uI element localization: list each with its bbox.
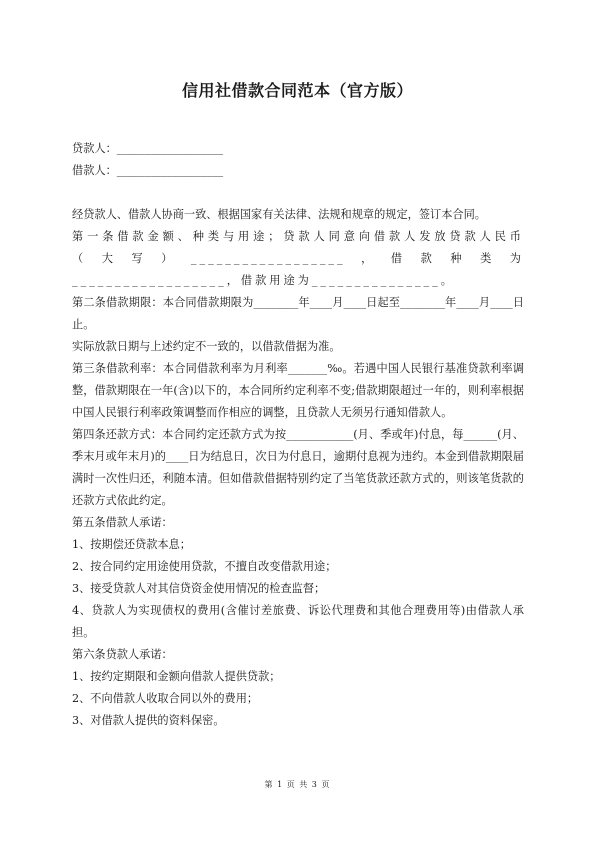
article-2-note: 实际放款日期与上述约定不一致的，以借款借据为准。 <box>72 340 341 353</box>
intro-paragraph: 经贷款人、借款人协商一致、根据国家有关法律、法规和规章的规定，签订本合同。 <box>72 208 486 221</box>
page-footer: 第 1 页 共 3 页 <box>264 780 331 789</box>
article-5-heading: 第五条借款人承诺： <box>72 516 173 529</box>
article-4: 第四条还款方式：本合同约定还款方式为按____________(月、季或年)付息，每______(月、季末月或年末月)的____日为结息日，次日为付息日，逾期付息视为违约。本金到借款期限届满时一次性归还，利随本清。但如借款借据特别约定了当笔货款还款方式的，则该笔货款的还款方式依此约定。 <box>72 428 524 507</box>
contract-body <box>72 204 524 732</box>
article-5-item-4: 4、贷款人为实现债权的费用(含催讨差旅费、诉讼代理费和其他合理费用等)由借款人承担。 <box>72 604 524 639</box>
article-5-item-2: 2、按合同约定用途使用贷款，不擅自改变借款用途； <box>72 560 337 573</box>
borrower-line: 借款人：___________________ <box>72 164 224 177</box>
article-2: 第二条借款期限：本合同借款期限为________年____月____日起至________年____月____日止。 <box>72 296 524 331</box>
article-6-item-1: 1、按约定期限和金额向借款人提供贷款； <box>72 670 281 683</box>
article-1: 第一条借款金额、种类与用途；贷款人同意向借款人发放贷款人民币（大写）__________________，借款种类为__________________，借款用途为_______________。 <box>72 230 524 287</box>
article-5-item-1: 1、按期偿还贷款本息； <box>72 538 191 551</box>
document-title: 信用社借款合同范本（官方版） <box>181 81 413 100</box>
article-6-item-2: 2、不向借款人收取合同以外的费用； <box>72 692 259 705</box>
article-3: 第三条借款利率：本合同借款利率为月利率_______‰。若遇中国人民银行基准贷款利率调整，借款期限在一年(含)以下的，本合同所约定利率不变;借款期限超过一年的，则利率根据中国人民银行利率政策调整而作相应的调整，且贷款人无须另行通知借款人。 <box>72 362 524 419</box>
article-6-item-3: 3、对借款人提供的资料保密。 <box>72 714 225 727</box>
article-5-item-3: 3、接受贷款人对其信贷资金使用情况的检查监督； <box>72 582 326 595</box>
parties-block <box>72 138 524 182</box>
lender-line: 贷款人：___________________ <box>72 142 224 155</box>
article-6-heading: 第六条贷款人承诺： <box>72 648 173 661</box>
